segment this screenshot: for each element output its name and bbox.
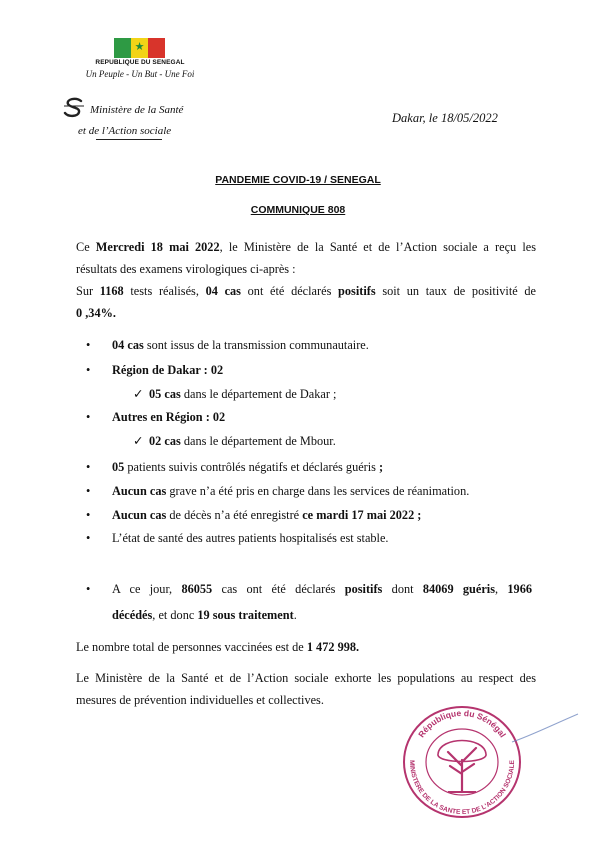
republic-name: REPUBLIQUE DU SENEGAL (95, 59, 185, 66)
positivity-rate: 0 ,34%. (76, 306, 116, 320)
bullet-community: • 04 cas sont issus de la transmission communautaire. (86, 338, 369, 352)
summary-line1: • A ce jour, 86055 cas ont été déclarés positifs dont 84069 guéris, 1966 (86, 582, 532, 596)
flag-green-band (114, 38, 131, 58)
communique-number: COMMUNIQUE 808 (250, 204, 346, 216)
vaccination-total: Le nombre total de personnes vaccinées est de 1 472 998. (76, 640, 360, 654)
summary-line2: décédés, et donc 19 sous traitement. (112, 608, 297, 622)
flag-yellow-band (131, 38, 148, 58)
check-icon: ✓ (133, 434, 144, 448)
flag-red-band (148, 38, 165, 58)
tests-line: Sur 1168 tests réalisés, 04 cas ont été déclarés positifs soit un taux de positivité de (76, 284, 536, 298)
national-motto: Un Peuple - Un But - Une Foi (85, 69, 195, 79)
document-title: PANDEMIE COVID-19 / SENEGAL (215, 174, 381, 186)
bullet-deaths: • Aucun cas de décès n’a été enregistré ce mardi 17 mai 2022 ; (86, 508, 422, 522)
stamp-top-text: République du Sénégal (416, 707, 509, 740)
check-mbour-department: ✓ 02 cas dans le département de Mbour. (133, 434, 336, 448)
check-icon: ✓ (133, 387, 144, 401)
bullet-other-regions: • Autres en Région : 02 (86, 410, 226, 424)
star-icon: ★ (134, 41, 145, 54)
intro-line2: résultats des examens virologiques ci-après : (76, 262, 296, 276)
bullet-stable: • L’état de santé des autres patients hospitalisés est stable. (86, 531, 389, 545)
signature-stroke (510, 712, 580, 752)
bullet-severe-cases: • Aucun cas grave n’a été pris en charge dans les services de réanimation. (86, 484, 470, 498)
ministry-name-line2: et de l’Action sociale (78, 125, 172, 137)
stamp-bottom-text: MINISTERE DE LA SANTE ET DE L'ACTION SOCIALE (407, 760, 517, 817)
closing-line1: Le Ministère de la Santé et de l’Action sociale exhorte les populations au respect des (76, 671, 536, 685)
bullet-dakar-region: • Région de Dakar : 02 (86, 363, 224, 377)
ministry-underline (96, 139, 162, 140)
official-stamp (398, 700, 526, 820)
closing-line2: mesures de prévention individuelles et collectives. (76, 693, 324, 707)
bullet-cumulative-summary (86, 578, 532, 626)
intro-paragraph (76, 236, 536, 324)
ministry-name-line1: Ministère de la Santé (90, 104, 184, 116)
document-date: Dakar, le 18/05/2022 (392, 111, 498, 125)
senegal-flag (114, 38, 165, 58)
ministry-logo-icon (62, 97, 86, 119)
bullet-recovered: • 05 patients suivis contrôlés négatifs et déclarés guéris ; (86, 460, 384, 474)
check-dakar-department: ✓ 05 cas dans le département de Dakar ; (133, 387, 337, 401)
intro-line1: Ce Mercredi 18 mai 2022, le Ministère de la Santé et de l’Action sociale a reçu les (76, 240, 536, 254)
